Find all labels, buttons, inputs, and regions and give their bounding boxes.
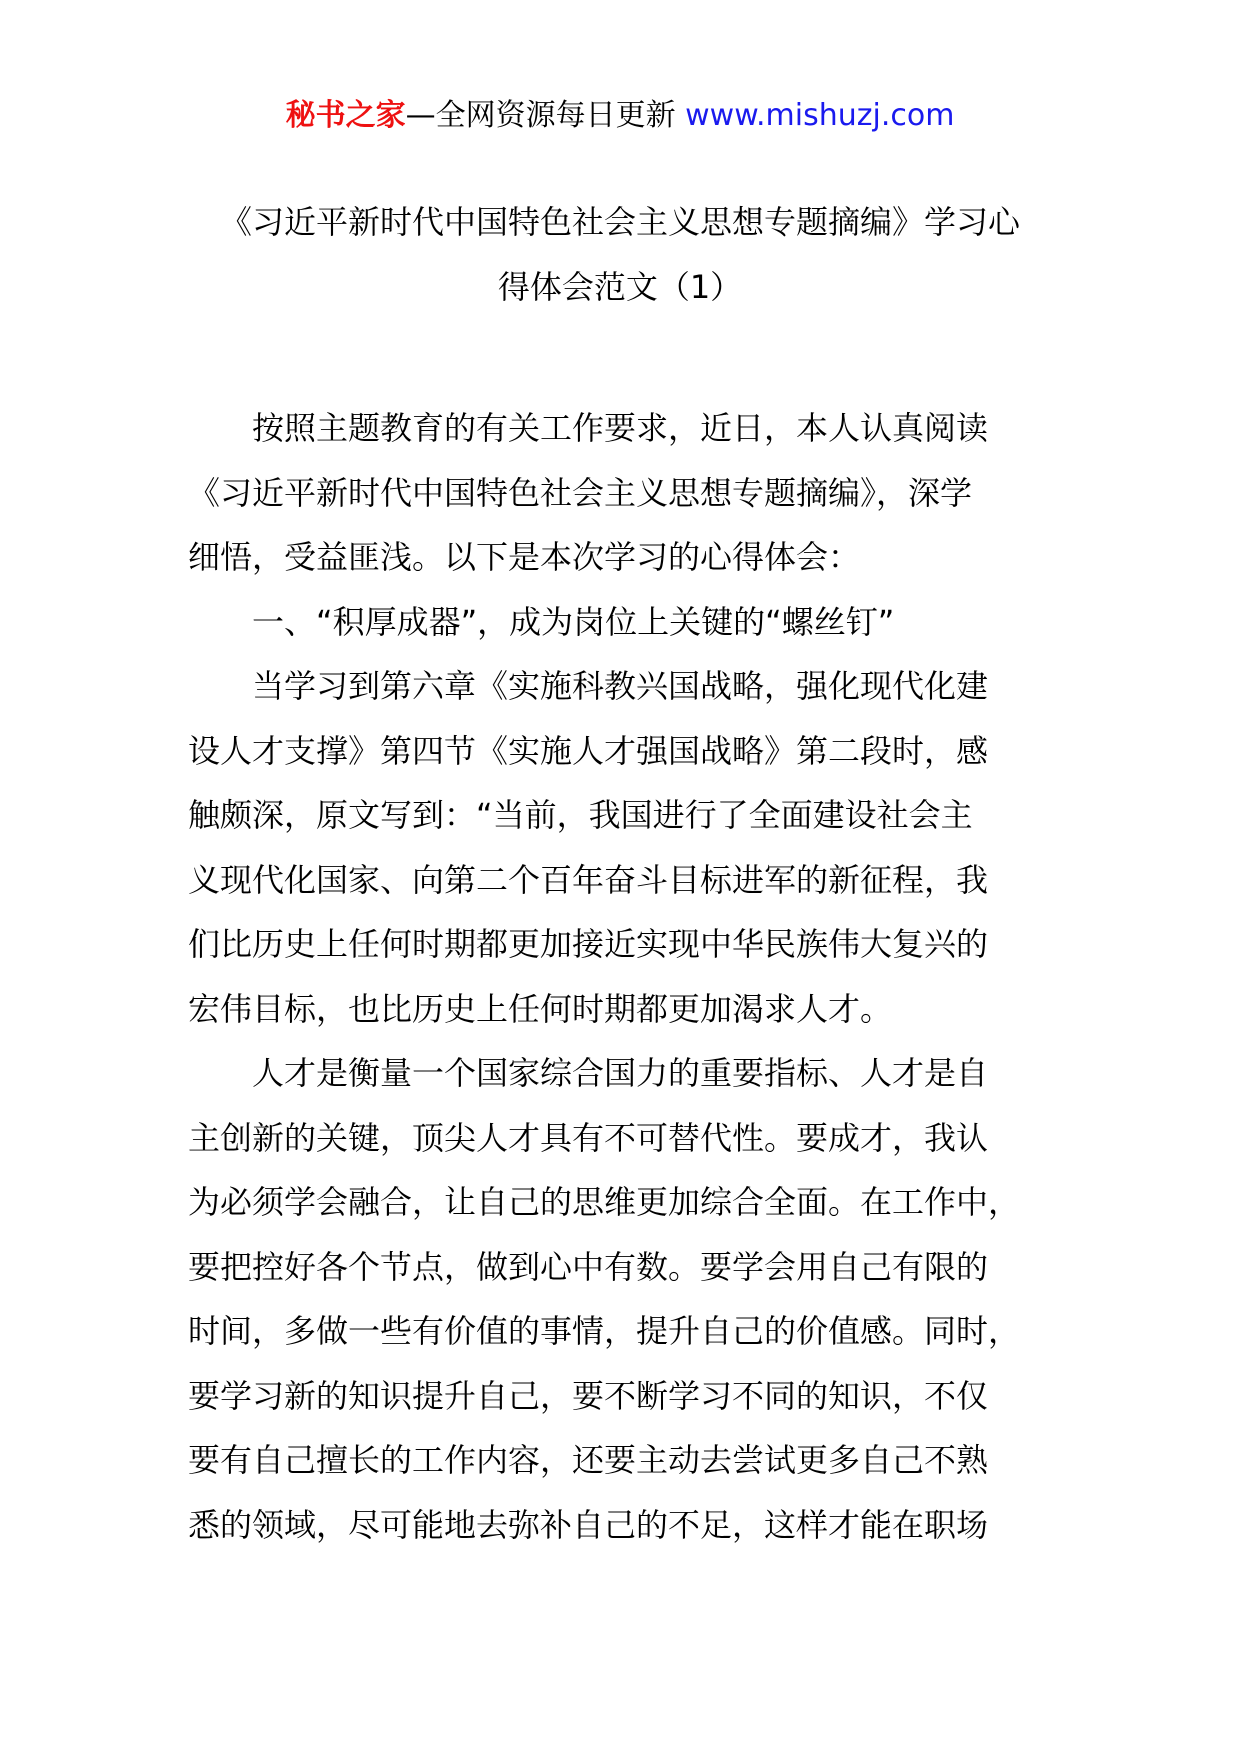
body-line: 人才是衡量一个国家综合国力的重要指标、人才是自 — [188, 1054, 989, 1092]
body-line: 细悟，受益匪浅。以下是本次学习的心得体会： — [188, 538, 861, 576]
body-line: 按照主题教育的有关工作要求，近日，本人认真阅读 — [188, 409, 989, 447]
body-line: 宏伟目标，也比历史上任何时期都更加渴求人才。 — [188, 989, 893, 1028]
body-line: 触颇深，原文写到：“当前，我国进行了全面建设社会主 — [188, 796, 973, 834]
site-url-link[interactable]: www.mishuzj.com — [685, 98, 955, 133]
body-line: 当学习到第六章《实施科教兴国战略，强化现代化建 — [188, 667, 989, 705]
body-line: 义现代化国家、向第二个百年奋斗目标进军的新征程，我 — [188, 860, 989, 899]
body-line: 时间，多做一些有价值的事情，提升自己的价值感。同时， — [188, 1312, 1021, 1350]
document-body — [188, 396, 1068, 1557]
body-line: 要有自己擅长的工作内容，还要主动去尝试更多自己不熟 — [188, 1441, 989, 1479]
body-line: 主创新的关键，顶尖人才具有不可替代性。要成才，我认 — [188, 1118, 989, 1157]
body-line: 《习近平新时代中国特色社会主义思想专题摘编》，深学 — [188, 473, 973, 512]
header-tagline: —全网资源每日更新 — [405, 98, 686, 133]
body-line: 为必须学会融合，让自己的思维更加综合全面。在工作中， — [188, 1183, 1021, 1221]
title-line: 得体会范文（1） — [497, 268, 743, 306]
title-line: 《习近平新时代中国特色社会主义思想专题摘编》学习心 — [219, 203, 1020, 241]
body-line: 要学习新的知识提升自己，要不断学习不同的知识，不仅 — [188, 1376, 989, 1415]
body-line: 设人才支撑》第四节《实施人才强国战略》第二段时，感 — [188, 731, 989, 770]
body-line: 们比历史上任何时期都更加接近实现中华民族伟大复兴的 — [188, 925, 989, 963]
body-line: 要把控好各个节点，做到心中有数。要学会用自己有限的 — [188, 1247, 989, 1286]
document-title — [150, 190, 1090, 320]
site-header — [0, 96, 1240, 136]
body-line: 悉的领域，尽可能地去弥补自己的不足，这样才能在职场 — [188, 1505, 989, 1544]
brand-name: 秘书之家 — [285, 98, 406, 133]
section-heading: 一、“积厚成器”，成为岗位上关键的“螺丝钉” — [188, 602, 895, 641]
